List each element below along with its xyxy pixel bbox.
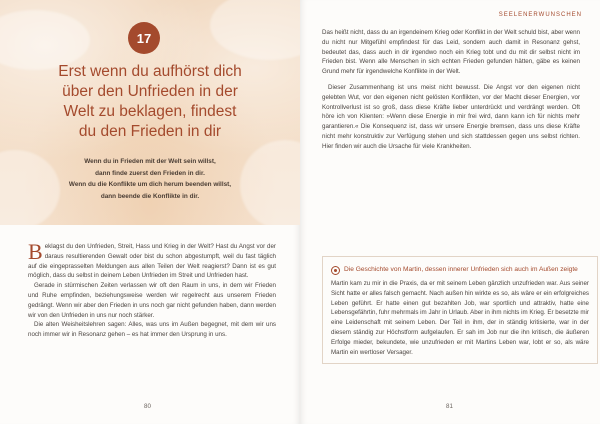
headline-line: über den Unfrieden in der bbox=[62, 83, 238, 100]
quote-line: dann beende die Konflikte in dir. bbox=[100, 192, 200, 200]
headline-line: Welt zu beklagen, findest bbox=[63, 103, 237, 120]
chapter-hero-image bbox=[0, 0, 300, 225]
right-body-text bbox=[322, 28, 580, 152]
chapter-headline bbox=[0, 62, 300, 142]
quote-line: Wenn du die Konflikte um dich herum beenden willst, bbox=[68, 181, 232, 188]
case-study-icon bbox=[331, 266, 340, 275]
case-study-text: Martin kam zu mir in die Praxis, da er mit seinem Leben gänzlich unzufrieden war. Aus seiner Sicht hatte er alles falsch gemacht. Nach außen hin wirkte es so, als wäre er ein erfolgreiches Leben geführt. Er hatte einen gut bezahlten Job, war sportlich und attraktiv, hatte eine Lebensgefährtin, fuhr mehrmals im Jahr in Urlaub. Aber in ihm nichts im Krieg. Er besetzte mir eine Leidenschaft mit seinem Leben. Der Teil in ihm, der in ständig kritisierte, war in der diesem ständig zur Höchstform aufgelaufen. Er sah im Job nur die ihn kritisch, die äußeren Erfolge mieder, bekundete, wie unzufrieden er mit Martins Leben war, lobt er so, als wäre Martin ein wertloser Versager. bbox=[331, 280, 589, 356]
page-number-right: 81 bbox=[446, 403, 453, 410]
paragraph: Das heißt nicht, dass du an irgendeinem Krieg oder Konflikt in der Welt schuld bist, aber wenn du nicht nur Mitgefühl empfindest für das Leid, sondern auch damit in Resonanz gehst, bedeutet das, dass auch in dir irgendwo noch ein Krieg tobt und du mit dir selbst nicht im Frieden bist. Wenn alle Menschen in sich echten Frieden gefunden hätten, gäbe es keinen Grund mehr für irgendwelche Konflikte in der Welt. bbox=[322, 29, 580, 76]
drop-cap: B bbox=[28, 239, 43, 264]
headline-line: Erst wenn du aufhörst dich bbox=[58, 63, 242, 80]
page-number-left: 80 bbox=[144, 403, 151, 410]
case-study-title: Die Geschichte von Martin, dessen innerer Unfrieden sich auch im Außen zeigte bbox=[331, 265, 589, 275]
chapter-number-badge: 17 bbox=[128, 22, 160, 54]
running-head: SEELENERWUNSCHEN bbox=[498, 12, 582, 18]
paragraph: Die alten Weisheitslehren sagen: Alles, was uns im Außen begegnet, mit dem wir uns noch immer wir in Resonanz gehen – es hat immer den Ursprung in uns. bbox=[28, 321, 276, 339]
quote-line: Wenn du in Frieden mit der Welt sein willst, bbox=[84, 158, 216, 165]
case-study-box bbox=[322, 256, 598, 364]
paragraph: Gerade in stürmischen Zeiten verlassen wir oft den Raum in uns, in dem wir Frieden und Ruhe empfinden, beziehungsweise werden wir regelrecht aus unserem Frieden gedrängt. Wenn wir aber den Frieden in uns noch gar nicht gefunden haben, dann werden wir von den Unfrieden in uns nur noch stärker. bbox=[28, 282, 276, 319]
quote-line: dann finde zuerst den Frieden in dir. bbox=[95, 169, 205, 177]
chapter-quote bbox=[0, 156, 300, 202]
paragraph: Beklagst du den Unfrieden, Streit, Hass und Krieg in der Welt? Hast du Angst vor der daraus resultierenden Gewalt oder bist du schon abgestumpft, weil du fast täglich auf die eingeprasselten Meldungen aus allen Teilen der Welt reagierst? Dann ist es gut möglich, dass du selbst in deinem Leben Unfrieden im Streit und Unfrieden hast. bbox=[28, 239, 276, 280]
paragraph: Dieser Zusammenhang ist uns meist nicht bewusst. Die Angst vor den eigenen nicht gelebten Wut, vor den eigenen nicht gelösten Konflikten, vor der Macht dieser Energien, vor Kontrollverlust ist so groß, dass diese Kräfte lieber unterdrückt und verdrängt werden. Oft höre ich von Klienten: »Wenn diese Energie in mir frei wird, dann kann ich für nichts mehr garantieren.« Die Konsequenz ist, dass wir unsere Energie bremsen, dass uns diese Kräfte nicht mehr konstruktiv zur Verfügung stehen und sich stattdessen gegen uns selbst richten. Hier finden wir auch die Ursache für viele Krankheiten. bbox=[322, 83, 580, 150]
left-body-text bbox=[28, 239, 276, 340]
headline-line: du den Frieden in dir bbox=[78, 123, 222, 140]
right-page bbox=[300, 0, 600, 424]
